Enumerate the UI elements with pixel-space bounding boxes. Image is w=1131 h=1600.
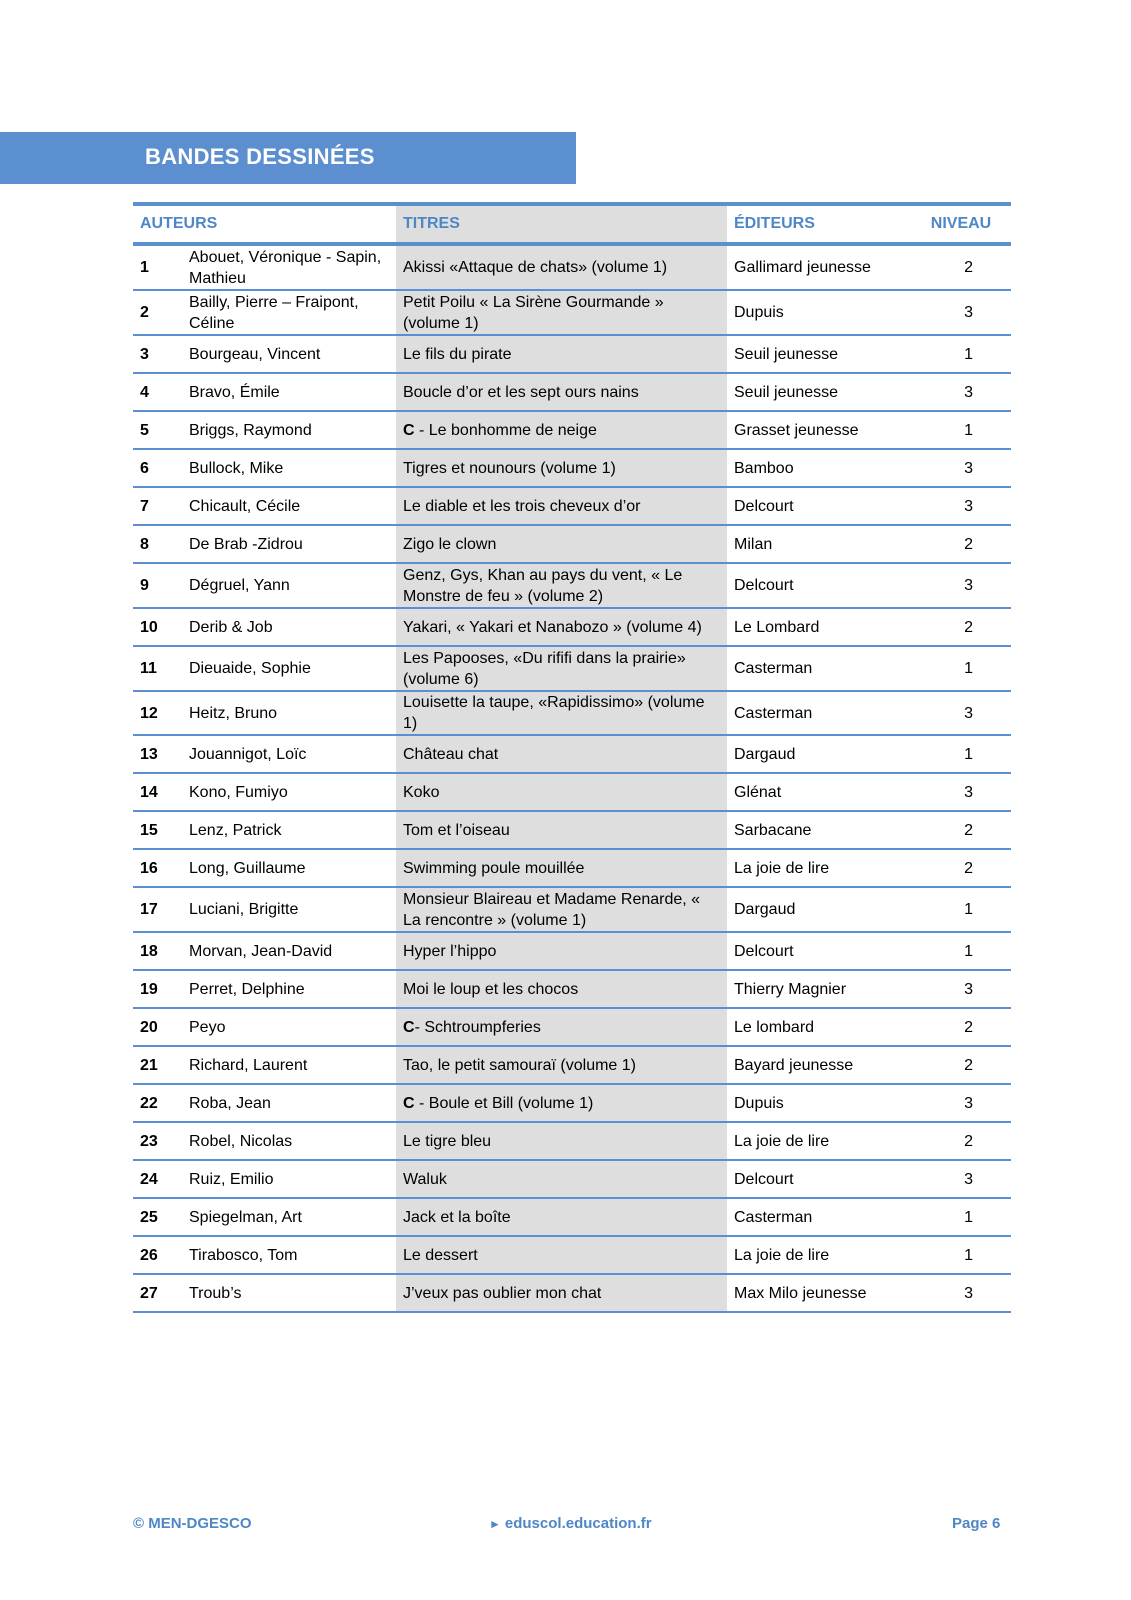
row-title: J’veux pas oublier mon chat [403, 1284, 602, 1302]
row-publisher: Dargaud [727, 735, 911, 773]
row-level: 2 [911, 1122, 1011, 1160]
row-level: 3 [911, 773, 1011, 811]
row-number: 20 [133, 1008, 182, 1046]
row-level: 3 [911, 1084, 1011, 1122]
row-level: 2 [911, 1008, 1011, 1046]
row-title-cell [396, 1084, 727, 1122]
row-level: 1 [911, 411, 1011, 449]
row-title: Le tigre bleu [403, 1132, 492, 1150]
row-author: Bravo, Émile [182, 373, 396, 411]
row-author: Bourgeau, Vincent [182, 335, 396, 373]
table-row [133, 1122, 1011, 1160]
row-number: 22 [133, 1084, 182, 1122]
row-publisher: Delcourt [727, 563, 911, 608]
row-number: 8 [133, 525, 182, 563]
row-title-cell [396, 1236, 727, 1274]
row-number: 18 [133, 932, 182, 970]
row-level: 3 [911, 1274, 1011, 1312]
table-row [133, 373, 1011, 411]
row-title: Petit Poilu « La Sirène Gourmande » (volume 1) [403, 293, 664, 332]
row-title: - Schtroumpferies [414, 1018, 541, 1036]
row-title: Les Papooses, «Du rififi dans la prairie» (volume 6) [403, 649, 686, 688]
row-publisher: Casterman [727, 646, 911, 691]
row-level: 1 [911, 335, 1011, 373]
row-publisher: Dupuis [727, 1084, 911, 1122]
row-author: Chicault, Cécile [182, 487, 396, 525]
row-number: 7 [133, 487, 182, 525]
row-title-cell [396, 1274, 727, 1312]
row-number: 12 [133, 691, 182, 735]
row-publisher: Milan [727, 525, 911, 563]
table-row [133, 244, 1011, 290]
row-publisher: La joie de lire [727, 1236, 911, 1274]
row-title: Le fils du pirate [403, 345, 512, 363]
row-number: 26 [133, 1236, 182, 1274]
table-row [133, 691, 1011, 735]
table-row [133, 646, 1011, 691]
row-title-cell [396, 970, 727, 1008]
row-level: 2 [911, 608, 1011, 646]
row-title-cell [396, 290, 727, 335]
comics-table-container [133, 202, 1011, 1313]
row-title-cell [396, 646, 727, 691]
row-title: - Boule et Bill (volume 1) [414, 1094, 594, 1112]
row-title: Akissi «Attaque de chats» (volume 1) [403, 259, 668, 276]
row-author: Tirabosco, Tom [182, 1236, 396, 1274]
comics-table [133, 202, 1011, 1313]
row-author: Derib & Job [182, 608, 396, 646]
footer-page-number: Page 6 [952, 1515, 1001, 1532]
row-title-cell [396, 887, 727, 932]
row-level: 2 [911, 525, 1011, 563]
row-number: 11 [133, 646, 182, 691]
header-level: NIVEAU [930, 215, 992, 232]
row-title: Le diable et les trois cheveux d’or [403, 497, 641, 515]
table-row [133, 932, 1011, 970]
table-row [133, 1084, 1011, 1122]
row-publisher: Max Milo jeunesse [727, 1274, 911, 1312]
row-title-cell [396, 608, 727, 646]
table-row [133, 290, 1011, 335]
header-authors: AUTEURS [140, 215, 218, 232]
row-title-cell [396, 525, 727, 563]
row-publisher: Le lombard [727, 1008, 911, 1046]
row-author: Spiegelman, Art [182, 1198, 396, 1236]
table-row [133, 1160, 1011, 1198]
row-author: Perret, Delphine [182, 970, 396, 1008]
row-number: 13 [133, 735, 182, 773]
row-author: Long, Guillaume [182, 849, 396, 887]
table-row [133, 608, 1011, 646]
section-title: BANDES DESSINÉES [145, 144, 375, 169]
row-title-cell [396, 244, 727, 290]
row-publisher: Casterman [727, 691, 911, 735]
row-publisher: Dargaud [727, 887, 911, 932]
row-title-cell [396, 335, 727, 373]
row-level: 3 [911, 487, 1011, 525]
row-level: 2 [911, 849, 1011, 887]
row-title: Tao, le petit samouraï (volume 1) [403, 1056, 636, 1074]
row-level: 3 [911, 691, 1011, 735]
row-title-prefix: C [403, 421, 415, 439]
table-row [133, 811, 1011, 849]
row-author: Richard, Laurent [182, 1046, 396, 1084]
table-row [133, 735, 1011, 773]
table-row [133, 887, 1011, 932]
row-level: 1 [911, 932, 1011, 970]
arrow-right-icon: ► [489, 1517, 501, 1531]
table-header-row [133, 204, 1011, 244]
row-title-cell [396, 1198, 727, 1236]
table-row [133, 449, 1011, 487]
footer-copyright: © MEN-DGESCO [133, 1515, 252, 1532]
row-level: 3 [911, 970, 1011, 1008]
table-row [133, 487, 1011, 525]
row-number: 1 [133, 244, 182, 290]
row-title-cell [396, 487, 727, 525]
row-title: Swimming poule mouillée [403, 859, 585, 877]
row-author: Morvan, Jean-David [182, 932, 396, 970]
row-title-cell [396, 1008, 727, 1046]
row-author: Heitz, Bruno [182, 691, 396, 735]
row-publisher: Dupuis [727, 290, 911, 335]
table-row [133, 1236, 1011, 1274]
table-row [133, 1274, 1011, 1312]
row-publisher: Seuil jeunesse [727, 373, 911, 411]
row-number: 9 [133, 563, 182, 608]
row-title: Moi le loup et les chocos [403, 980, 579, 998]
row-number: 3 [133, 335, 182, 373]
footer-website[interactable] [489, 1515, 652, 1532]
row-level: 1 [911, 1236, 1011, 1274]
row-publisher: Le Lombard [727, 608, 911, 646]
row-publisher: Seuil jeunesse [727, 335, 911, 373]
row-title-cell [396, 773, 727, 811]
row-level: 1 [911, 646, 1011, 691]
row-title-cell [396, 411, 727, 449]
row-title-cell [396, 1046, 727, 1084]
row-number: 6 [133, 449, 182, 487]
row-title: Jack et la boîte [403, 1208, 511, 1226]
row-author: Briggs, Raymond [182, 411, 396, 449]
row-title-prefix: C [403, 1018, 415, 1036]
row-publisher: Casterman [727, 1198, 911, 1236]
row-number: 16 [133, 849, 182, 887]
section-banner [0, 132, 576, 184]
row-author: Peyo [182, 1008, 396, 1046]
row-publisher: Gallimard jeunesse [727, 244, 911, 290]
row-level: 1 [911, 735, 1011, 773]
row-title-cell [396, 811, 727, 849]
table-row [133, 1008, 1011, 1046]
row-publisher: Delcourt [727, 932, 911, 970]
row-author: Kono, Fumiyo [182, 773, 396, 811]
table-row [133, 411, 1011, 449]
row-title-cell [396, 849, 727, 887]
row-number: 15 [133, 811, 182, 849]
row-publisher: Thierry Magnier [727, 970, 911, 1008]
row-author: Bailly, Pierre – Fraipont, Céline [182, 290, 396, 335]
table-row [133, 970, 1011, 1008]
row-number: 4 [133, 373, 182, 411]
row-title-cell [396, 563, 727, 608]
table-row [133, 1046, 1011, 1084]
table-body [133, 244, 1011, 1312]
row-title: Genz, Gys, Khan au pays du vent, « Le Monstre de feu » (volume 2) [403, 566, 683, 605]
row-title-cell [396, 449, 727, 487]
table-row [133, 563, 1011, 608]
row-author: Dégruel, Yann [182, 563, 396, 608]
row-author: Ruiz, Emilio [182, 1160, 396, 1198]
row-author: Bullock, Mike [182, 449, 396, 487]
row-publisher: Glénat [727, 773, 911, 811]
row-author: Robel, Nicolas [182, 1122, 396, 1160]
row-number: 10 [133, 608, 182, 646]
row-title: Yakari, « Yakari et Nanabozo » (volume 4) [403, 618, 702, 636]
header-titles: TITRES [396, 204, 727, 244]
row-number: 24 [133, 1160, 182, 1198]
row-title: Hyper l’hippo [403, 942, 497, 960]
row-level: 3 [911, 1160, 1011, 1198]
row-level: 1 [911, 887, 1011, 932]
row-author: Abouet, Véronique - Sapin, Mathieu [182, 244, 396, 290]
row-author: Troub’s [182, 1274, 396, 1312]
row-publisher: Bamboo [727, 449, 911, 487]
row-publisher: Delcourt [727, 487, 911, 525]
row-publisher: Sarbacane [727, 811, 911, 849]
row-title: Tom et l’oiseau [403, 821, 510, 839]
header-publishers: ÉDITEURS [734, 215, 815, 232]
row-publisher: Bayard jeunesse [727, 1046, 911, 1084]
row-level: 2 [911, 811, 1011, 849]
row-title: Zigo le clown [403, 535, 497, 553]
row-title: Waluk [403, 1170, 447, 1188]
row-number: 21 [133, 1046, 182, 1084]
row-level: 3 [911, 449, 1011, 487]
row-level: 3 [911, 373, 1011, 411]
row-publisher: Delcourt [727, 1160, 911, 1198]
row-title-cell [396, 373, 727, 411]
row-author: De Brab -Zidrou [182, 525, 396, 563]
row-title-cell [396, 691, 727, 735]
row-author: Roba, Jean [182, 1084, 396, 1122]
row-title: Tigres et nounours (volume 1) [403, 459, 616, 477]
row-title: Louisette la taupe, «Rapidissimo» (volume 1) [403, 694, 705, 732]
row-publisher: Grasset jeunesse [727, 411, 911, 449]
row-publisher: La joie de lire [727, 1122, 911, 1160]
row-title-cell [396, 1160, 727, 1198]
row-number: 23 [133, 1122, 182, 1160]
row-title: Château chat [403, 745, 499, 763]
row-title: Le dessert [403, 1246, 478, 1264]
row-title-cell [396, 932, 727, 970]
row-author: Luciani, Brigitte [182, 887, 396, 932]
row-number: 14 [133, 773, 182, 811]
row-author: Dieuaide, Sophie [182, 646, 396, 691]
row-number: 2 [133, 290, 182, 335]
row-number: 17 [133, 887, 182, 932]
row-title-cell [396, 1122, 727, 1160]
row-title: Monsieur Blaireau et Madame Renarde, « La rencontre » (volume 1) [403, 890, 701, 929]
row-title-cell [396, 735, 727, 773]
row-number: 19 [133, 970, 182, 1008]
row-title: Koko [403, 783, 440, 801]
row-level: 2 [911, 1046, 1011, 1084]
row-title-prefix: C [403, 1094, 415, 1112]
row-publisher: La joie de lire [727, 849, 911, 887]
row-level: 3 [911, 290, 1011, 335]
row-author: Jouannigot, Loïc [182, 735, 396, 773]
row-number: 5 [133, 411, 182, 449]
table-row [133, 335, 1011, 373]
row-title: Boucle d’or et les sept ours nains [403, 383, 639, 401]
row-number: 27 [133, 1274, 182, 1312]
row-level: 2 [911, 244, 1011, 290]
row-title: - Le bonhomme de neige [414, 421, 597, 439]
row-number: 25 [133, 1198, 182, 1236]
table-row [133, 849, 1011, 887]
table-row [133, 1198, 1011, 1236]
row-level: 3 [911, 563, 1011, 608]
footer-website-label: eduscol.education.fr [504, 1515, 652, 1532]
row-level: 1 [911, 1198, 1011, 1236]
row-author: Lenz, Patrick [182, 811, 396, 849]
table-row [133, 773, 1011, 811]
table-row [133, 525, 1011, 563]
